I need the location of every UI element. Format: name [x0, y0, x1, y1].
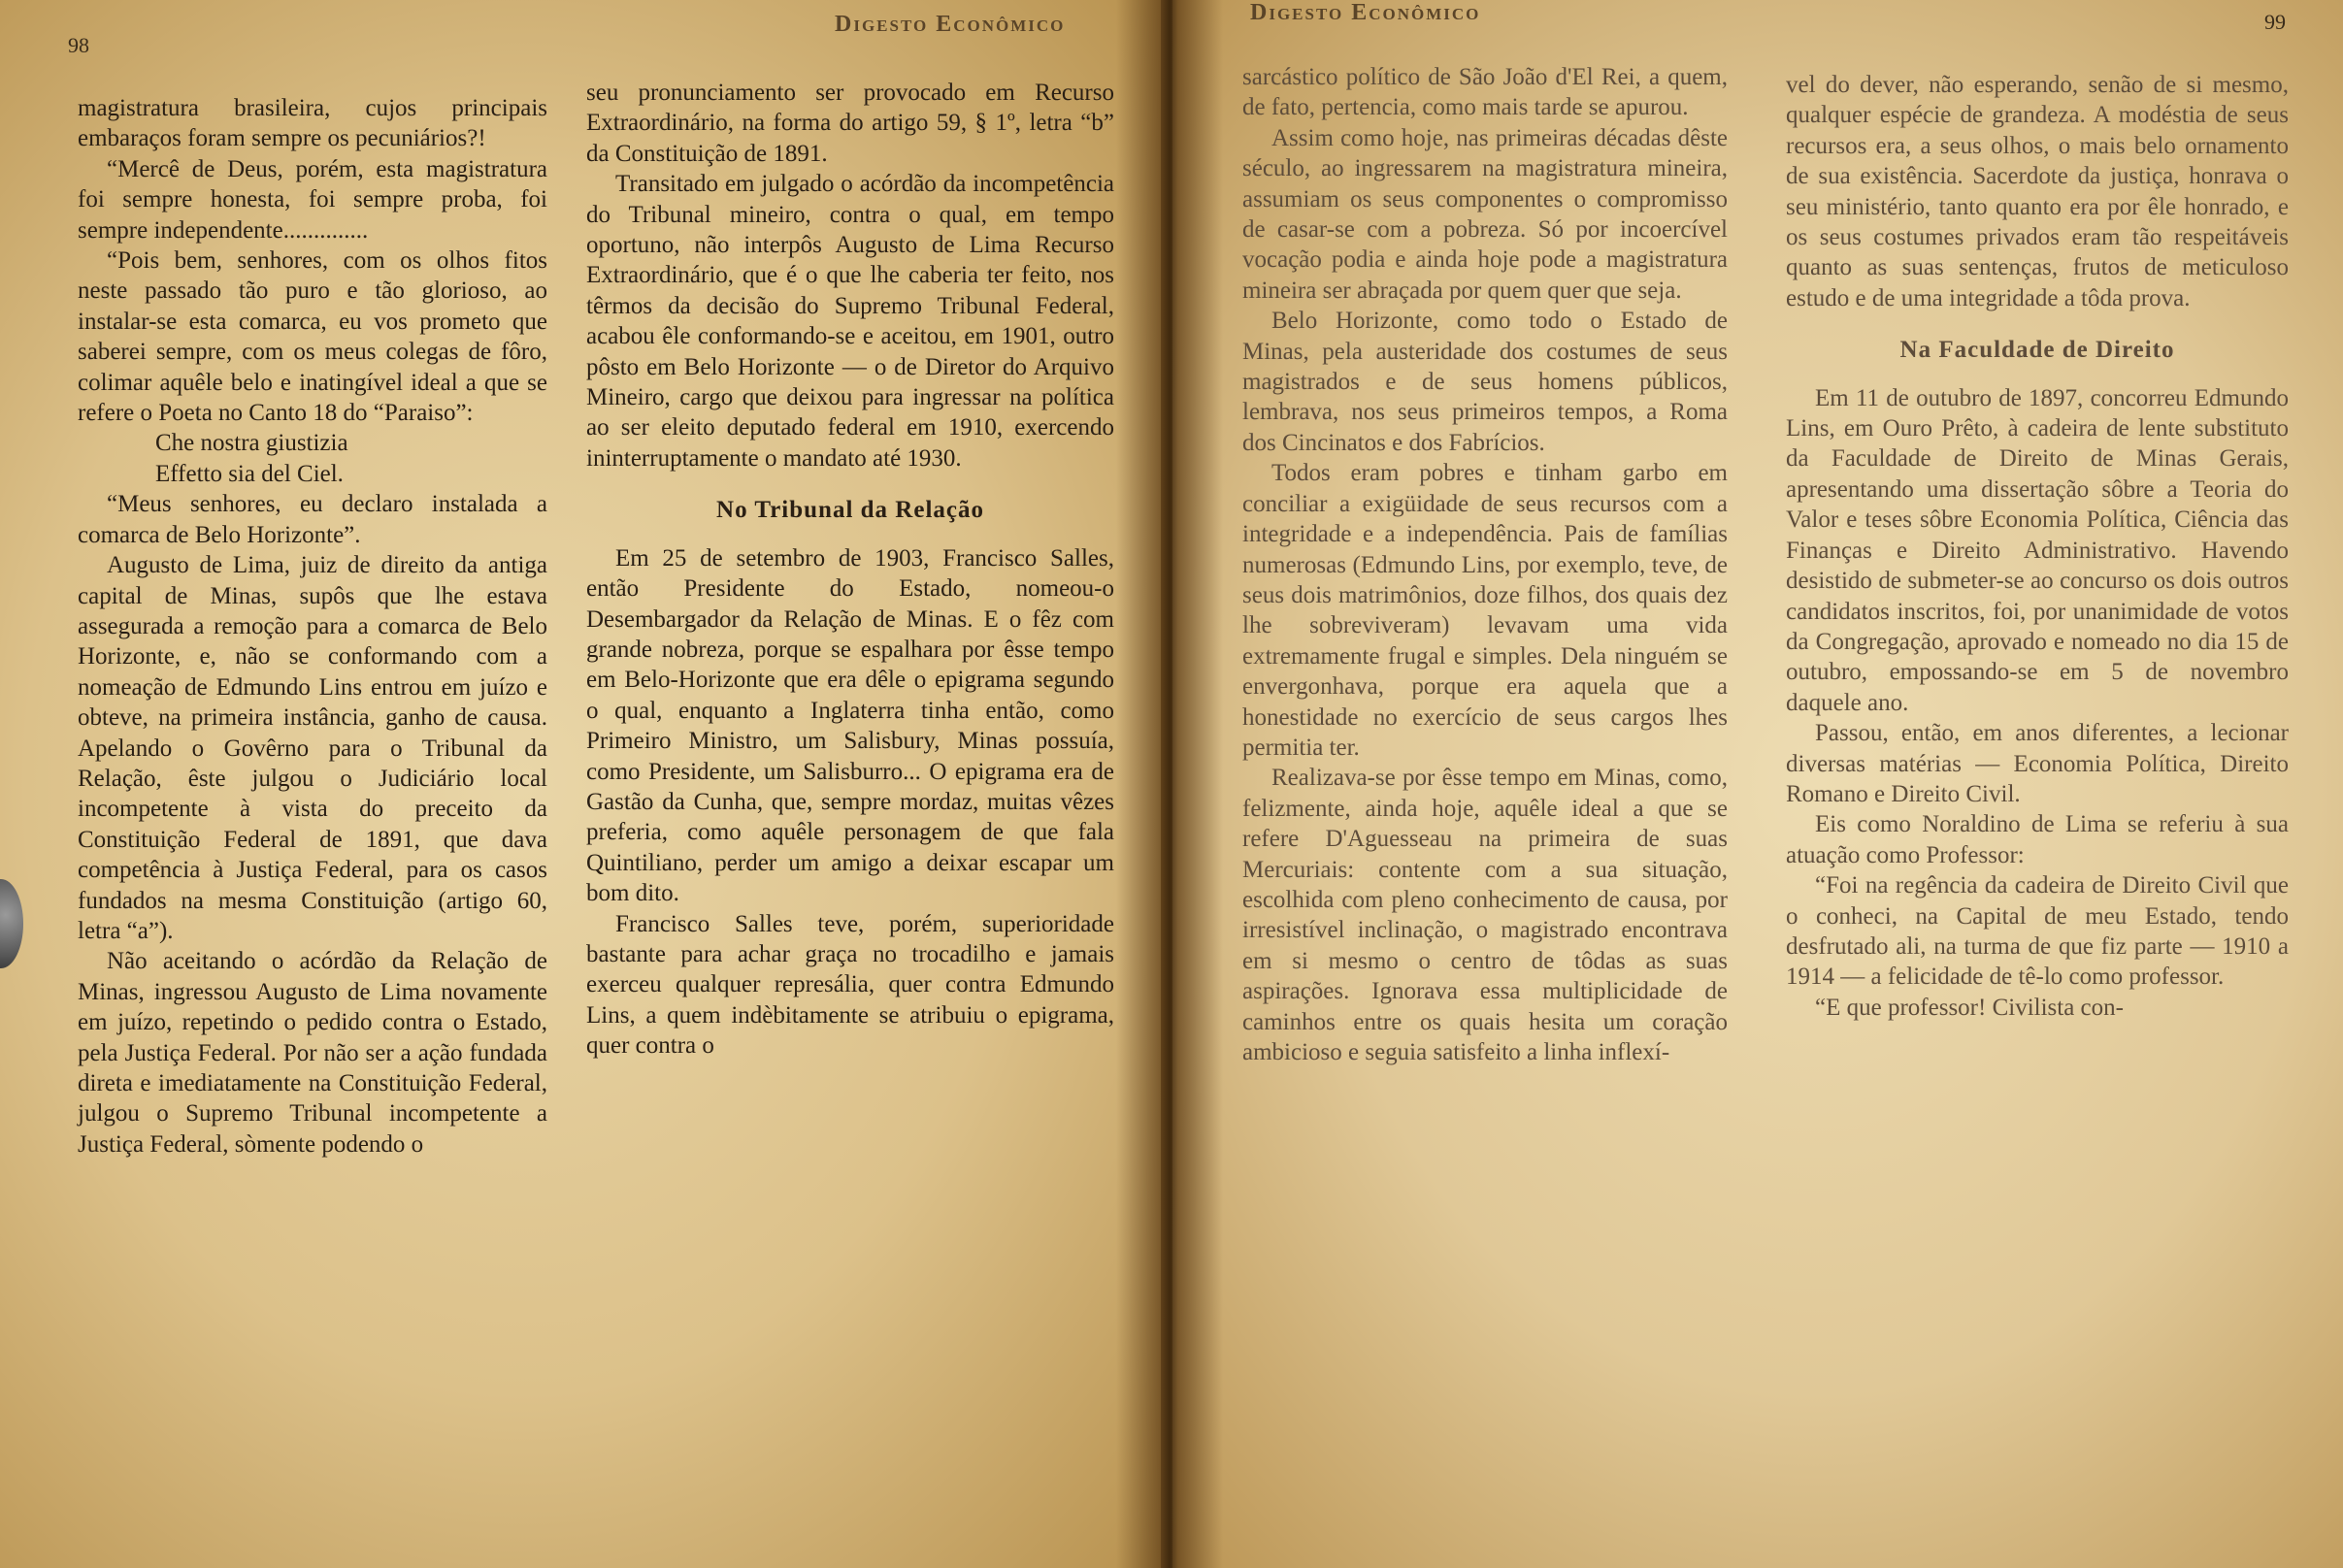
paragraph: vel do dever, não esperando, senão de si mesmo, qualquer espécie de grandeza. A modéstia de seus recursos era, a seus olhos, o mais belo ornamento de sua existência. Sacerdote da justiça, honrava o seu ministério, tanto quanto era por êle honrado, e os seus costumes privados eram tão respeitáveis quanto as suas sentenças, frutos de meticuloso estudo e de uma integridade a tôda prova.: [1786, 72, 2289, 311]
paragraph: “E que professor! Civilista con-: [1815, 994, 2124, 1021]
section-heading: No Tribunal da Relação: [716, 497, 984, 524]
paragraph: Em 11 de outubro de 1897, concorreu Edmundo Lins, em Ouro Prêto, à cadeira de lente substituto da Faculdade de Direito de Minas Gerais, apresentando uma dissertação sôbre a Teoria do Valor e teses sôbre Economia Política, Ciência das Finanças e Direito Administrativo. Havendo desistido de submeter-se ao concurso os dois outros candidatos inscritos, foi, por unanimidade de votos da Congregação, aprovado e nomeado no dia 15 de outubro, empossando-se em 5 de novembro daquele ano.: [1786, 384, 2289, 716]
paragraph: Transitado em julgado o acórdão da incompetência do Tribunal mineiro, contra o qual, em tempo oportuno, não interpôs Augusto de Lima Recurso Extraordinário, que é o que lhe caberia ter feito, nos têrmos da decisão do Supremo Tribunal Federal, acabou êle conformando-se e aceitou, em 1901, outro pôsto em Belo Horizonte — o de Diretor do Arquivo Mineiro, cargo que deixou para ingressar na política ao ser eleito deputado federal em 1910, exercendo ininterruptamente o mandato até 1930.: [586, 171, 1114, 472]
right-column-2: [1786, 70, 2289, 1023]
right-column-1: [1242, 62, 1728, 1067]
left-column-1: [78, 93, 547, 1160]
page-number-left: 98: [68, 33, 89, 57]
paragraph: “Pois bem, senhores, com os olhos fitos neste passado tão puro e tão glorioso, ao instalar-se esta comarca, eu vos prometo que saberei sempre, com os meus colegas de fôro, colimar aquêle belo e inatingível ideal a que se refere o Poeta no Canto 18 do “Paraiso”:: [78, 247, 547, 427]
paragraph: Todos eram pobres e tinham garbo em conciliar a exigüidade de seus recursos com a integridade e a independência. Pais de famílias numerosas (Edmundo Lins, por exemplo, teve, de seus dois matrimônios, doze filhos, dos quais dez lhe sobreviveram) levavam uma vida extremamente frugal e simples. Dela ninguém se envergonhava, porque era aquela que a honestidade no exercício de seus cargos lhes permitia ter.: [1242, 460, 1728, 761]
book-gutter: [1116, 0, 1223, 1568]
paragraph: Realizava-se por êsse tempo em Minas, como, felizmente, ainda hoje, aquêle ideal a que se refere D'Aguesseau na primeira de suas Mercuriais: contente com a sua situação, escolhida com pleno conhecimento de causa, por irresistível inclinação, o magistrado encontrava em si mesmo o centro de tôdas as suas aspirações. Ignorava essa multiplicidade de caminhos entre os quais hesita um coração ambicioso e seguia satisfeito a linha inflexí-: [1242, 765, 1728, 1065]
verse-line: Effetto sia del Ciel.: [155, 460, 344, 487]
running-head-left: Digesto Econômico: [835, 12, 1066, 37]
paragraph: “Meus senhores, eu declaro instalada a comarca de Belo Horizonte”.: [78, 491, 547, 548]
paragraph: Em 25 de setembro de 1903, Francisco Salles, então Presidente do Estado, nomeou-o Desembargador da Relação de Minas. E o fêz com grande nobreza, porque se espalhara por êsse tempo em Belo-Horizonte que era dêle o epigrama segundo o qual, enquanto a Inglaterra tinha então, como Primeiro Ministro, um Salisbury, Minas possuía, como Presidente, um Salisburro... O epigrama era de Gastão da Cunha, que, sempre mordaz, muitas vêzes preferia, como aquêle personagem de que fala Quintiliano, perder um amigo a deixar escapar um bom dito.: [586, 544, 1114, 907]
bookmark-tab: [0, 879, 23, 968]
left-column-2: [586, 78, 1114, 1062]
paragraph: Passou, então, em anos diferentes, a lecionar diversas matérias — Economia Política, Direito Romano e Direito Civil.: [1786, 720, 2289, 807]
verse-line: Che nostra giustizia: [155, 430, 348, 457]
paragraph: Assim como hoje, nas primeiras décadas dêste século, ao ingressarem na magistratura mineira, assumiam os seus componentes o compromisso de casar-se com a pobreza. Só por incoercível vocação podia e ainda hoje pode a magistratura mineira ser abraçada por quem quer que seja.: [1242, 124, 1728, 304]
running-head-right: Digesto Econômico: [1250, 0, 1481, 25]
paragraph: Não aceitando o acórdão da Relação de Minas, ingressou Augusto de Lima novamente em juízo, repetindo o pedido contra o Estado, pela Justiça Federal. Por não ser a ação fundada direta e imediatamente na Constituição Federal, julgou o Supremo Tribunal incompetente a Justiça Federal, sòmente podendo o: [78, 948, 547, 1158]
paragraph: Augusto de Lima, juiz de direito da antiga capital de Minas, supôs que lhe estava assegurada a remoção para a comarca de Belo Horizonte, e, não se conformando com a nomeação de Edmundo Lins entrou em juízo e obteve, na primeira instância, ganho de causa. Apelando o Govêrno para o Tribunal da Relação, êste julgou o Judiciário local incompetente à vista do preceito da Constituição Federal de 1891, que dava competência à Justiça Federal, para os casos fundados na mesma Constituição (artigo 60, letra “a”).: [78, 552, 547, 944]
paragraph: Francisco Salles teve, porém, superioridade bastante para achar graça no trocadilho e jamais exerceu qualquer represália, quer contra Edmundo Lins, a quem indèbitamente se atribuiu o epigrama, quer contra o: [586, 910, 1114, 1060]
page-number-right: 99: [2264, 10, 2286, 34]
paragraph: magistratura brasileira, cujos principais embaraços foram sempre os pecuniários?!: [78, 95, 547, 152]
paragraph: “Foi na regência da cadeira de Direito Civil que o conheci, na Capital de meu Estado, tendo desfrutado ali, na turma de que fiz parte — 1910 a 1914 — a felicidade de tê-lo como professor.: [1786, 872, 2289, 991]
paragraph: sarcástico político de São João d'El Rei, a quem, de fato, pertencia, como mais tarde se apurou.: [1242, 64, 1728, 121]
paragraph: seu pronunciamento ser provocado em Recurso Extraordinário, na forma do artigo 59, § 1º, letra “b” da Constituição de 1891.: [586, 80, 1114, 167]
paragraph: Belo Horizonte, como todo o Estado de Minas, pela austeridade dos costumes de seus magistrados e de seus homens públicos, lembrava, nos seus primeiros tempos, a Roma dos Cincinatos e dos Fabrícios.: [1242, 308, 1728, 456]
paragraph: “Mercê de Deus, porém, esta magistratura foi sempre honesta, foi sempre proba, foi sempre independente..............: [78, 155, 547, 244]
section-heading: Na Faculdade de Direito: [1899, 337, 2175, 364]
right-page: [1172, 0, 2343, 1568]
left-page: [0, 0, 1161, 1568]
paragraph: Eis como Noraldino de Lima se referiu à sua atuação como Professor:: [1786, 811, 2289, 868]
